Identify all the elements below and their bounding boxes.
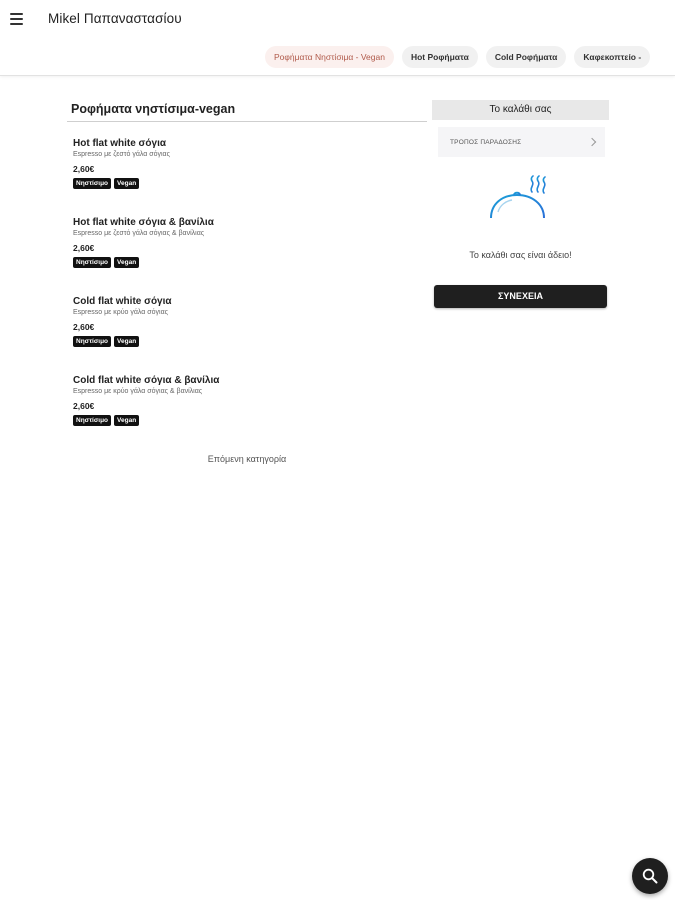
tag-fasting: Νηστίσιμο [73, 336, 111, 347]
product-name: Cold flat white σόγια & βανίλια [73, 375, 220, 386]
search-button[interactable] [632, 858, 668, 894]
tab-vegan-drinks[interactable]: Ροφήματα Νηστίσιμα - Vegan [265, 46, 394, 68]
product-price: 2,60€ [73, 322, 95, 332]
product-list [67, 98, 427, 464]
continue-button[interactable]: ΣΥΝΕΧΕΙΑ [434, 285, 607, 308]
product-description: Espresso με ζεστό γάλα σόγιας [73, 151, 170, 158]
search-icon [642, 868, 658, 884]
product-price: 2,60€ [73, 164, 95, 174]
cart-empty-message: Το καλάθι σας είναι άδειο! [469, 250, 572, 260]
chevron-right-icon [588, 138, 596, 146]
tag-vegan: Vegan [114, 336, 139, 347]
product-item[interactable] [67, 288, 427, 358]
product-item[interactable] [67, 208, 427, 278]
tag-fasting: Νηστίσιμο [73, 415, 111, 426]
product-name: Hot flat white σόγια & βανίλια [73, 217, 214, 228]
cart-panel [432, 100, 609, 301]
product-item[interactable] [67, 368, 427, 438]
product-item[interactable] [67, 98, 427, 198]
app-bar [0, 0, 675, 76]
tab-coffee-roastery[interactable]: Καφεκοπτείο - [574, 46, 650, 68]
product-tags [73, 178, 139, 189]
menu-icon[interactable] [10, 10, 28, 28]
delivery-method-selector[interactable] [438, 127, 605, 157]
cart-title: Το καλάθι σας [432, 100, 609, 120]
product-description: Espresso με κρύο γάλα σόγιας & βανίλιας [73, 388, 203, 395]
product-name: Cold flat white σόγια [73, 296, 172, 307]
product-name: Hot flat white σόγια [73, 138, 166, 149]
category-title: Ροφήματα νηστίσιμα-vegan [67, 98, 427, 122]
app-title: Mikel Παπαναστασίου [48, 11, 182, 26]
product-tags [73, 415, 139, 426]
product-description: Espresso με ζεστό γάλα σόγιας & βανίλιας [73, 230, 205, 237]
tag-fasting: Νηστίσιμο [73, 178, 111, 189]
tab-cold-drinks[interactable]: Cold Ροφήματα [486, 46, 567, 68]
tag-vegan: Vegan [114, 178, 139, 189]
cloche-icon [484, 174, 556, 226]
tab-hot-drinks[interactable]: Hot Ροφήματα [402, 46, 478, 68]
product-description: Espresso με κρύο γάλα σόγιας [73, 309, 168, 316]
tag-fasting: Νηστίσιμο [73, 257, 111, 268]
product-tags [73, 257, 139, 268]
product-price: 2,60€ [73, 401, 95, 411]
tag-vegan: Vegan [114, 257, 139, 268]
delivery-method-label: ΤΡΟΠΟΣ ΠΑΡΑΔΟΣΗΣ [450, 138, 522, 146]
next-category-link[interactable]: Επόμενη κατηγορία [207, 454, 287, 464]
product-price: 2,60€ [73, 243, 95, 253]
product-tags [73, 336, 139, 347]
tag-vegan: Vegan [114, 415, 139, 426]
category-tabs [265, 46, 650, 68]
